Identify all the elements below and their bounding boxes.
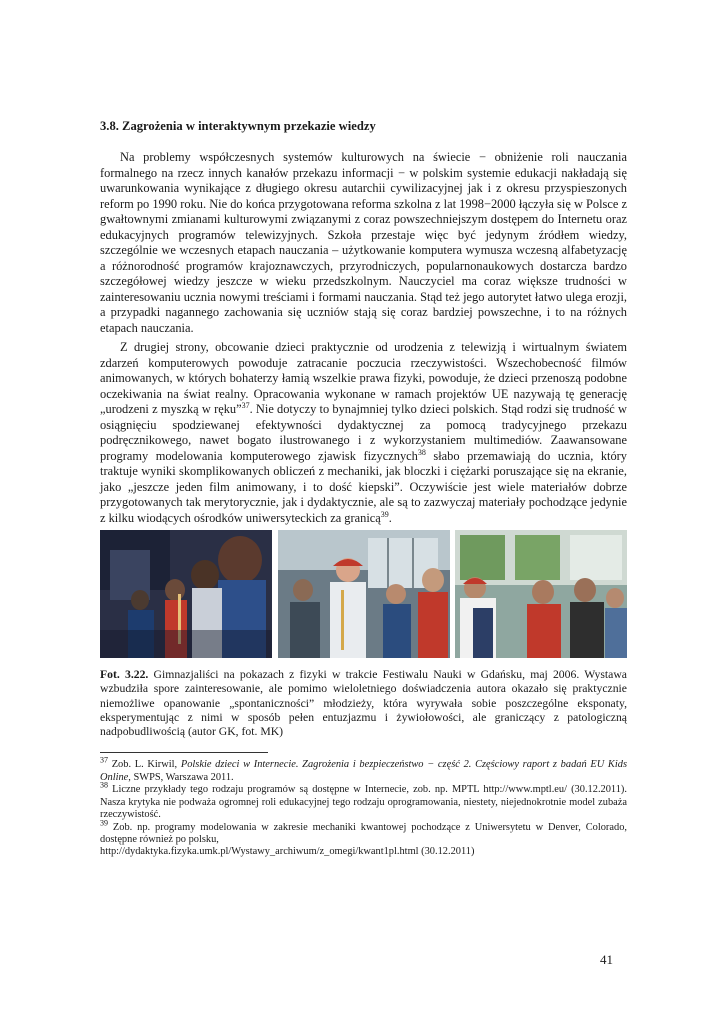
footnotes <box>100 756 627 858</box>
photo-strip <box>100 530 627 658</box>
figure-caption <box>100 668 627 739</box>
footnote-38-text: Liczne przykłady tego rodzaju programów są dostępne w Internecie, zob. np. MPTL http://www.mptl.eu/ (30.12.2011). Nasza krytyka nie podważa ogromnej roli edukacyjnej tego rodzaju oprogramowania, niestety, niejednokrotnie model zubaża rzeczywistość. <box>100 784 627 821</box>
section-heading: 3.8. Zagrożenia w interaktywnym przekazie wiedzy <box>100 119 376 133</box>
footnote-39-url[interactable]: http://dydaktyka.fizyka.umk.pl/Wystawy_archiwum/z_omegi/kwant1pl.html (30.12.2011) <box>100 846 475 858</box>
footnote-39 <box>100 818 627 847</box>
paragraph-2 <box>100 340 627 526</box>
page-content <box>100 118 627 859</box>
footnote-37-publisher: , SWPS, Warszawa 2011. <box>128 771 234 783</box>
footnote-37-number: 37 <box>100 756 108 766</box>
paragraph-1: Na problemy współczesnych systemów kulturowych na świecie − obniżenie roli nauczania formalnego na rzecz innych kanałów przekazu informacji − w polskim systemie edukacji nakładają się uwarunkowania wynikające z długiego okresu autarchii cywilizacyjnej jak i z okresu przyspieszonych reform po 1990 roku. Nie do końca przygotowana reforma szkolna z lat 1998−2000 łączyła się w Polsce z gwałtownymi zmianami kulturowymi związanymi z coraz powszechniejszym dostępem do Internetu oraz edukacyjnych programów telewizyjnych. Szkoła przestaje więc być jedynym źródłem wiedzy, szczególnie we wczesnych etapach nauczania – użytkowanie komputera wymusza wczesną alfabetyzację a różnorodność programów krajoznawczych, przyrodniczych, popularnonaukowych dostarcza bardzo szczegółowej wiedzy jeszcze w wieku przedszkolnym. Nauczyciel ma coraz większe trudności w zainteresowaniu ucznia nowymi treściami i formami nauczania. Stąd też jego autorytet łatwo ulega erozji, a przypadki nagannego zachowania się uczniów stają się coraz bardziej powszechne, i to na różnych etapach nauczania. <box>100 150 627 335</box>
photo-students-exhibit-2 <box>278 530 450 658</box>
paragraph-2-text-c: słabo przemawiają do ucznia, który traktuje wyniki skomplikowanych obliczeń z mechaniki, jak bloczki i ciężarki poruszające się na ekranie, jako „jeszcze jeden film animowany, i to dość kiepski”. Oczywiście jest wiele materiałów dobrze przygotowanych tak merytorycznie, jak i dydaktycznie, ale są to zazwyczaj materiały pochodzące jedynie z kilku wiodących ośrodków uniwersyteckich za granicą <box>100 448 627 525</box>
footnote-37-text: Zob. L. Kirwil, <box>108 759 181 771</box>
figure-caption-text: Gimnazjaliści na pokazach z fizyki w trakcie Festiwalu Nauki w Gdańsku, maj 2006. Wystawa wzbudziła spore zainteresowanie, ale pomimo wieloletniego doświadczenia autora okazało się praktycznie niemożliwe opanowanie „spontaniczności” młodzieży, która wyrywała sobie poszczególne eksponaty, eksperymentując z nimi w sposób pełen entuzjazmu i żywiołowości, ale graniczący z patologiczną nadpobudliwością (autor GK, fot. MK) <box>100 668 627 739</box>
paragraph-2-text-b: . Nie dotyczy to bynajmniej tylko dzieci polskich. Stąd rodzi się trudność w osiągnięciu spodziewanej efektywności dydaktycznej za pomocą tradycyjnego przekazu podręcznikowego, nawet bogato ilustrowanego i z wykorzystaniem multimediów. Zaawansowane programy modelowania komputerowego zjawisk fizycznych <box>100 402 627 463</box>
photo-students-exhibit-3 <box>455 530 627 658</box>
footnote-37 <box>100 756 627 784</box>
photo-students-exhibit-1 <box>100 530 272 658</box>
paragraph-2-text-d: . <box>388 510 392 525</box>
footnote-39-number: 39 <box>100 818 108 828</box>
paragraph-2-text-a: Z drugiej strony, obcowanie dzieci praktycznie od urodzenia z telewizją i wirtualnym światem zdarzeń komputerowych powoduje zatracanie poczucia rzeczywistości. Wszechobecność filmów animowanych, w których bohaterzy łamią wszelkie prawa fizyki, powoduje, że dzieci przenoszą podobne oczekiwania na świat realny. Opracowania wykonane w ramach projektów UE nazywają tę generację „urodzeni z myszką w ręku” <box>100 340 627 416</box>
footnote-38 <box>100 780 627 821</box>
figure-caption-label: Fot. 3.22. <box>100 668 149 681</box>
footnote-ref-39[interactable]: 39 <box>380 509 389 519</box>
footnote-38-number: 38 <box>100 780 108 790</box>
footnote-39-text: Zob. np. programy modelowania w zakresie mechaniki kwantowej pochodzące z Uniwersytetu w Denver, Colorado, dostępne również po polsku, <box>100 821 627 845</box>
footnote-ref-38[interactable]: 38 <box>417 447 426 457</box>
footnote-divider <box>100 752 268 753</box>
footnote-37-title: Polskie dzieci w Internecie. Zagrożenia i bezpieczeństwo − część 2. Częściowy raport z badań EU Kids Online <box>100 759 627 783</box>
page-number: 41 <box>600 952 613 967</box>
footnote-ref-37[interactable]: 37 <box>241 400 250 410</box>
